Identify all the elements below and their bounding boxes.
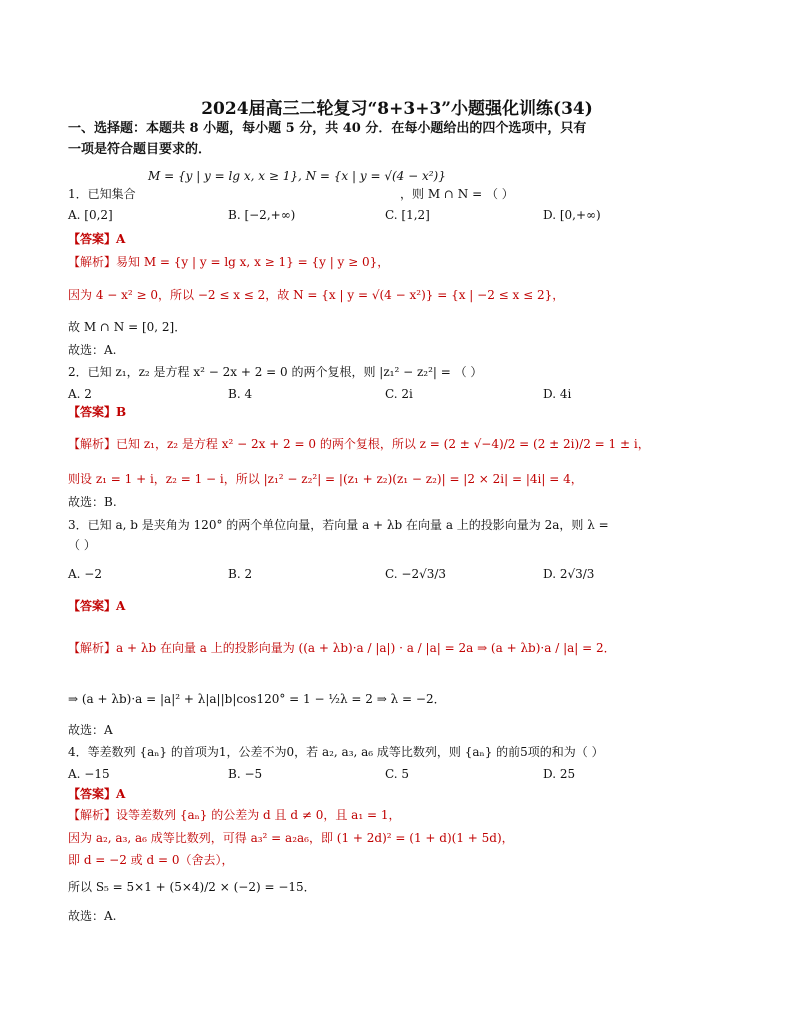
q4-option-d: D. 25	[543, 767, 576, 781]
q2-analysis-2: 则设 z₁ = 1 + i，z₂ = 1 − i，所以 |z₁² − z₂²| = |(z₁ + z₂)(z₁ − z₂)| = |2 × 2i| = |4i| = 4，	[68, 472, 583, 486]
q1-choose: 故选：A.	[68, 343, 117, 357]
q3-stem-2: （ ）	[68, 538, 96, 552]
q1-stem-end: ，则 M ∩ N = （ ）	[400, 187, 514, 201]
q3-option-a: A. −2	[68, 567, 102, 581]
q4-analysis-4: 所以 S₅ = 5×1 + (5×4)/2 × (−2) = −15．	[68, 880, 316, 894]
q4-option-a: A. −15	[68, 767, 110, 781]
q2-stem: 2．已知 z₁，z₂ 是方程 x² − 2x + 2 = 0 的两个复根，则 |z₁² − z₂²| = （ ）	[68, 365, 483, 379]
q1-answer: 【答案】A	[68, 232, 126, 246]
q2-option-c: C. 2i	[385, 387, 413, 401]
q4-analysis-3: 即 d = −2 或 d = 0（舍去），	[68, 853, 234, 867]
q2-analysis-1: 【解析】已知 z₁，z₂ 是方程 x² − 2x + 2 = 0 的两个复根，所以 z = (2 ± √−4)/2 = (2 ± 2i)/2 = 1 ± i，	[68, 437, 650, 451]
q4-option-b: B. −5	[228, 767, 263, 781]
q3-option-b: B. 2	[228, 567, 253, 581]
q2-option-d: D. 4i	[543, 387, 572, 401]
q1-option-a: A. [0,2]	[68, 208, 113, 222]
q3-option-c: C. −2√3/3	[385, 567, 447, 581]
q3-answer: 【答案】A	[68, 599, 126, 613]
q4-choose: 故选：A.	[68, 909, 117, 923]
section-heading-line2: 一项是符合题目要求的．	[68, 142, 212, 157]
q3-analysis-2: ⇒ (a + λb)·a = |a|² + λ|a||b|cos120° = 1 − ½λ = 2 ⇒ λ = −2．	[68, 692, 446, 706]
q4-analysis-1: 【解析】设等差数列 {aₙ} 的公差为 d 且 d ≠ 0，且 a₁ = 1，	[68, 808, 401, 822]
q2-answer: 【答案】B	[68, 405, 127, 419]
page-title: 2024届高三二轮复习“8+3+3”小题强化训练(34)	[201, 99, 593, 119]
q1-set-definition: M = {y | y = lg x, x ≥ 1}, N = {x | y = √(4 − x²)}	[148, 169, 446, 183]
q3-option-d: D. 2√3/3	[543, 567, 595, 581]
q1-option-c: C. [1,2]	[385, 208, 430, 222]
q4-option-c: C. 5	[385, 767, 410, 781]
q2-option-a: A. 2	[68, 387, 92, 401]
q2-choose: 故选：B.	[68, 495, 117, 509]
q1-option-b: B. [−2,+∞)	[228, 208, 296, 222]
q4-analysis-2: 因为 a₂, a₃, a₆ 成等比数列，可得 a₃² = a₂a₆，即 (1 + 2d)² = (1 + d)(1 + 5d)，	[68, 831, 514, 845]
q3-stem-1: 3．已知 a, b 是夹角为 120° 的两个单位向量，若向量 a + λb 在向量 a 上的投影向量为 2a，则 λ =	[68, 518, 609, 532]
q3-choose: 故选：A	[68, 723, 113, 737]
q3-analysis-1: 【解析】a + λb 在向量 a 上的投影向量为 ((a + λb)·a / |a|) · a / |a| = 2a ⇒ (a + λb)·a / |a| = 2．	[68, 641, 616, 655]
q1-analysis-1: 【解析】易知 M = {y | y = lg x, x ≥ 1} = {y | y ≥ 0}，	[68, 255, 390, 269]
q1-analysis-2: 因为 4 − x² ≥ 0，所以 −2 ≤ x ≤ 2，故 N = {x | y = √(4 − x²)} = {x | −2 ≤ x ≤ 2}，	[68, 288, 565, 302]
q4-answer: 【答案】A	[68, 787, 126, 801]
q1-option-d: D. [0,+∞)	[543, 208, 601, 222]
section-heading-line1: 一、选择题：本题共 8 小题，每小题 5 分，共 40 分．在每小题给出的四个选项中，只有	[68, 121, 587, 136]
q4-stem: 4．等差数列 {aₙ} 的首项为1，公差不为0，若 a₂, a₃, a₆ 成等比数列，则 {aₙ} 的前5项的和为（ ）	[68, 745, 604, 759]
q2-option-b: B. 4	[228, 387, 253, 401]
q1-stem: 1．已知集合	[68, 187, 136, 201]
q1-analysis-3: 故 M ∩ N = [0, 2]．	[68, 320, 187, 334]
